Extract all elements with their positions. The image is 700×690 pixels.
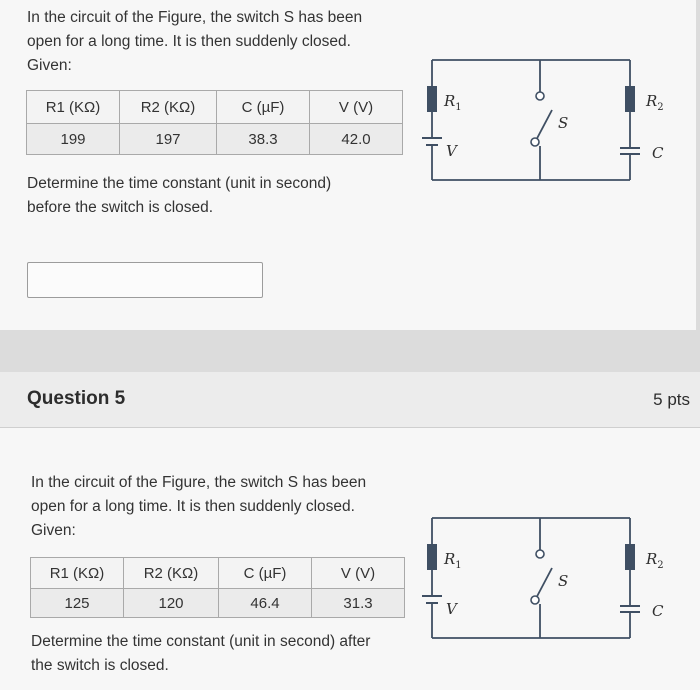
q4-intro-line2: open for a long time. It is then suddenly closed. xyxy=(27,33,351,50)
q4-prompt-line2: before the switch is closed. xyxy=(27,199,214,216)
q4-value-r2: 197 xyxy=(120,124,217,155)
q5-header-c: C (µF) xyxy=(219,558,312,589)
q4-header-c: C (µF) xyxy=(217,91,310,124)
q5-label-s: S xyxy=(558,572,569,590)
q4-circuit-diagram xyxy=(420,50,680,190)
q4-resistor-r1 xyxy=(427,86,437,112)
q4-value-r1: 199 xyxy=(27,124,120,155)
q4-switch-top-terminal xyxy=(536,92,544,100)
q5-label-v: V xyxy=(446,600,457,618)
q4-label-c: C xyxy=(652,144,664,162)
q4-value-c: 38.3 xyxy=(217,124,310,155)
q5-header-r1: R1 (KΩ) xyxy=(31,558,124,589)
q4-label-v: V xyxy=(446,142,457,160)
q5-label-c: C xyxy=(652,602,664,620)
q4-label-r1: $R_1$ xyxy=(444,92,462,113)
q5-value-r1: 125 xyxy=(31,589,124,618)
q4-switch-bottom-terminal xyxy=(531,138,539,146)
q5-prompt-line1: Determine the time constant (unit in second) after xyxy=(31,633,371,650)
q5-switch-top-terminal xyxy=(536,550,544,558)
q5-value-r2: 120 xyxy=(124,589,219,618)
question-5-points: 5 pts xyxy=(653,390,690,409)
q5-given-table xyxy=(30,557,405,618)
q4-value-v: 42.0 xyxy=(310,124,403,155)
q5-circuit-diagram xyxy=(420,510,680,650)
q5-label-r1: $R_1$ xyxy=(444,550,462,571)
question-5-title: Question 5 xyxy=(27,388,126,409)
question-5-header xyxy=(0,372,700,428)
q5-value-c: 46.4 xyxy=(219,589,312,618)
q4-intro-line1: In the circuit of the Figure, the switch S has been xyxy=(27,9,363,26)
q4-header-r1: R1 (KΩ) xyxy=(27,91,120,124)
q4-prompt-line1: Determine the time constant (unit in second) xyxy=(27,175,332,192)
q5-resistor-r1 xyxy=(427,544,437,570)
q4-resistor-r2 xyxy=(625,86,635,112)
q5-intro-line1: In the circuit of the Figure, the switch S has been xyxy=(31,474,367,491)
q4-given-table xyxy=(26,90,403,155)
q4-label-s: S xyxy=(558,114,569,132)
q4-header-r2: R2 (KΩ) xyxy=(120,91,217,124)
q5-header-v: V (V) xyxy=(312,558,405,589)
q4-answer-input[interactable] xyxy=(27,262,263,298)
q4-given-label: Given: xyxy=(27,57,72,74)
q5-value-v: 31.3 xyxy=(312,589,405,618)
q5-intro-line2: open for a long time. It is then suddenly closed. xyxy=(31,498,355,515)
q5-switch-bottom-terminal xyxy=(531,596,539,604)
q4-label-r2: $R_2$ xyxy=(646,92,664,113)
q5-prompt-line2: the switch is closed. xyxy=(31,657,169,674)
q5-header-r2: R2 (KΩ) xyxy=(124,558,219,589)
q5-resistor-r2 xyxy=(625,544,635,570)
q5-label-r2: $R_2$ xyxy=(646,550,664,571)
q4-header-v: V (V) xyxy=(310,91,403,124)
q5-given-label: Given: xyxy=(31,522,76,539)
